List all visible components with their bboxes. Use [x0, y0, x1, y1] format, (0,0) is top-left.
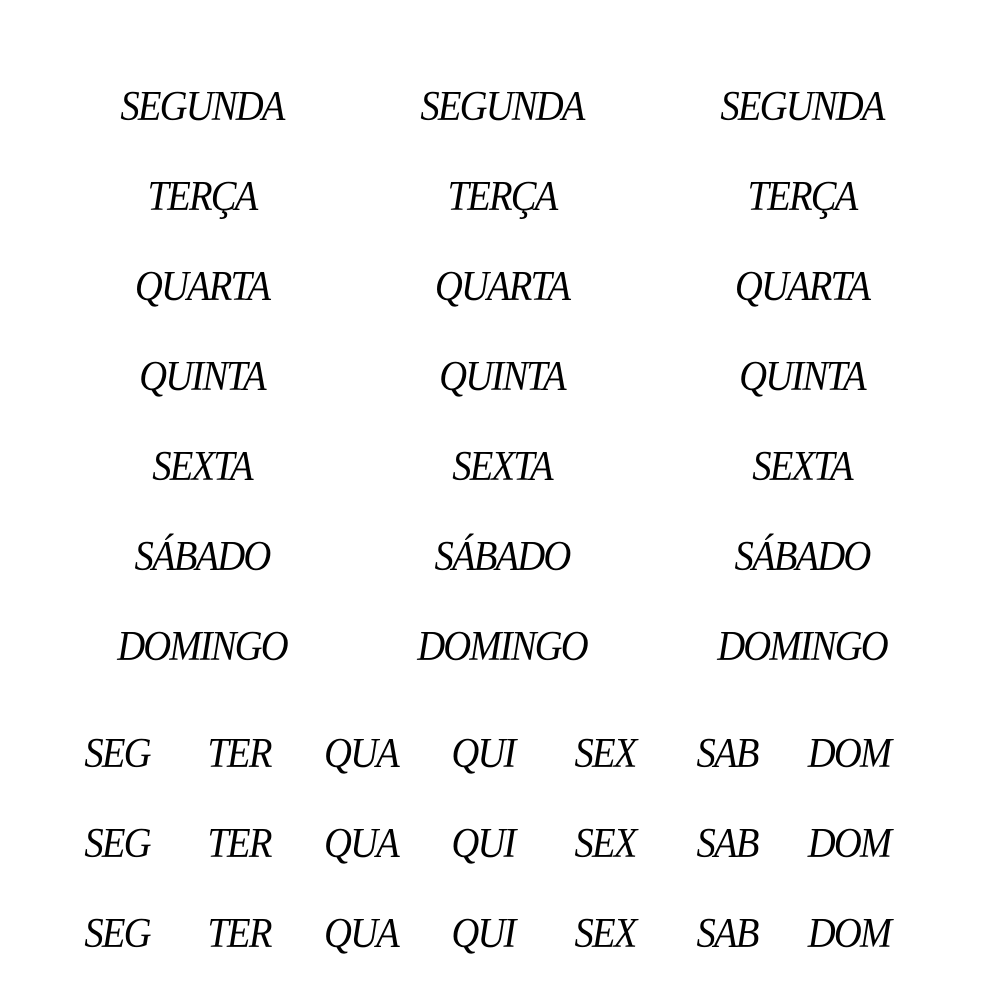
weekday-label-quarta: QUARTA — [134, 264, 270, 310]
weekday-label-quarta: QUARTA — [734, 264, 870, 310]
abbr-label-ter: TER — [207, 821, 271, 867]
weekday-label-sexta: SEXTA — [452, 444, 552, 490]
full-weekday-grid — [52, 62, 952, 692]
abbr-label-qui: QUI — [451, 731, 515, 777]
weekday-label-terca: TERÇA — [147, 174, 257, 220]
weekday-label-sabado: SÁBADO — [134, 534, 270, 580]
abbr-label-sex: SEX — [574, 731, 636, 777]
abbreviated-weekday-grid — [56, 709, 936, 979]
abbr-label-dom: DOM — [807, 821, 891, 867]
abbr-label-sab: SAB — [696, 821, 758, 867]
abbr-label-qua: QUA — [324, 821, 398, 867]
abbr-label-qua: QUA — [324, 911, 398, 957]
weekday-label-sabado: SÁBADO — [434, 534, 570, 580]
weekday-label-domingo: DOMINGO — [717, 624, 887, 670]
weekday-label-sexta: SEXTA — [752, 444, 852, 490]
abbr-label-dom: DOM — [807, 731, 891, 777]
abbr-label-qui: QUI — [451, 911, 515, 957]
weekday-label-quinta: QUINTA — [439, 354, 565, 400]
weekday-label-quarta: QUARTA — [434, 264, 570, 310]
weekday-label-segunda: SEGUNDA — [120, 84, 284, 130]
abbr-label-ter: TER — [207, 911, 271, 957]
weekday-label-segunda: SEGUNDA — [420, 84, 584, 130]
abbr-label-sex: SEX — [574, 911, 636, 957]
weekday-label-domingo: DOMINGO — [417, 624, 587, 670]
abbr-label-sex: SEX — [574, 821, 636, 867]
weekday-label-terca: TERÇA — [747, 174, 857, 220]
weekday-label-quinta: QUINTA — [739, 354, 865, 400]
weekday-label-terca: TERÇA — [447, 174, 557, 220]
weekday-label-sabado: SÁBADO — [734, 534, 870, 580]
weekday-label-sexta: SEXTA — [152, 444, 252, 490]
weekday-label-domingo: DOMINGO — [117, 624, 287, 670]
abbr-label-ter: TER — [207, 731, 271, 777]
abbr-label-seg: SEG — [84, 731, 150, 777]
weekday-label-quinta: QUINTA — [139, 354, 265, 400]
abbr-label-qui: QUI — [451, 821, 515, 867]
abbr-label-seg: SEG — [84, 821, 150, 867]
abbr-label-sab: SAB — [696, 911, 758, 957]
abbr-label-dom: DOM — [807, 911, 891, 957]
abbr-label-seg: SEG — [84, 911, 150, 957]
abbr-label-qua: QUA — [324, 731, 398, 777]
weekday-label-segunda: SEGUNDA — [720, 84, 884, 130]
abbr-label-sab: SAB — [696, 731, 758, 777]
